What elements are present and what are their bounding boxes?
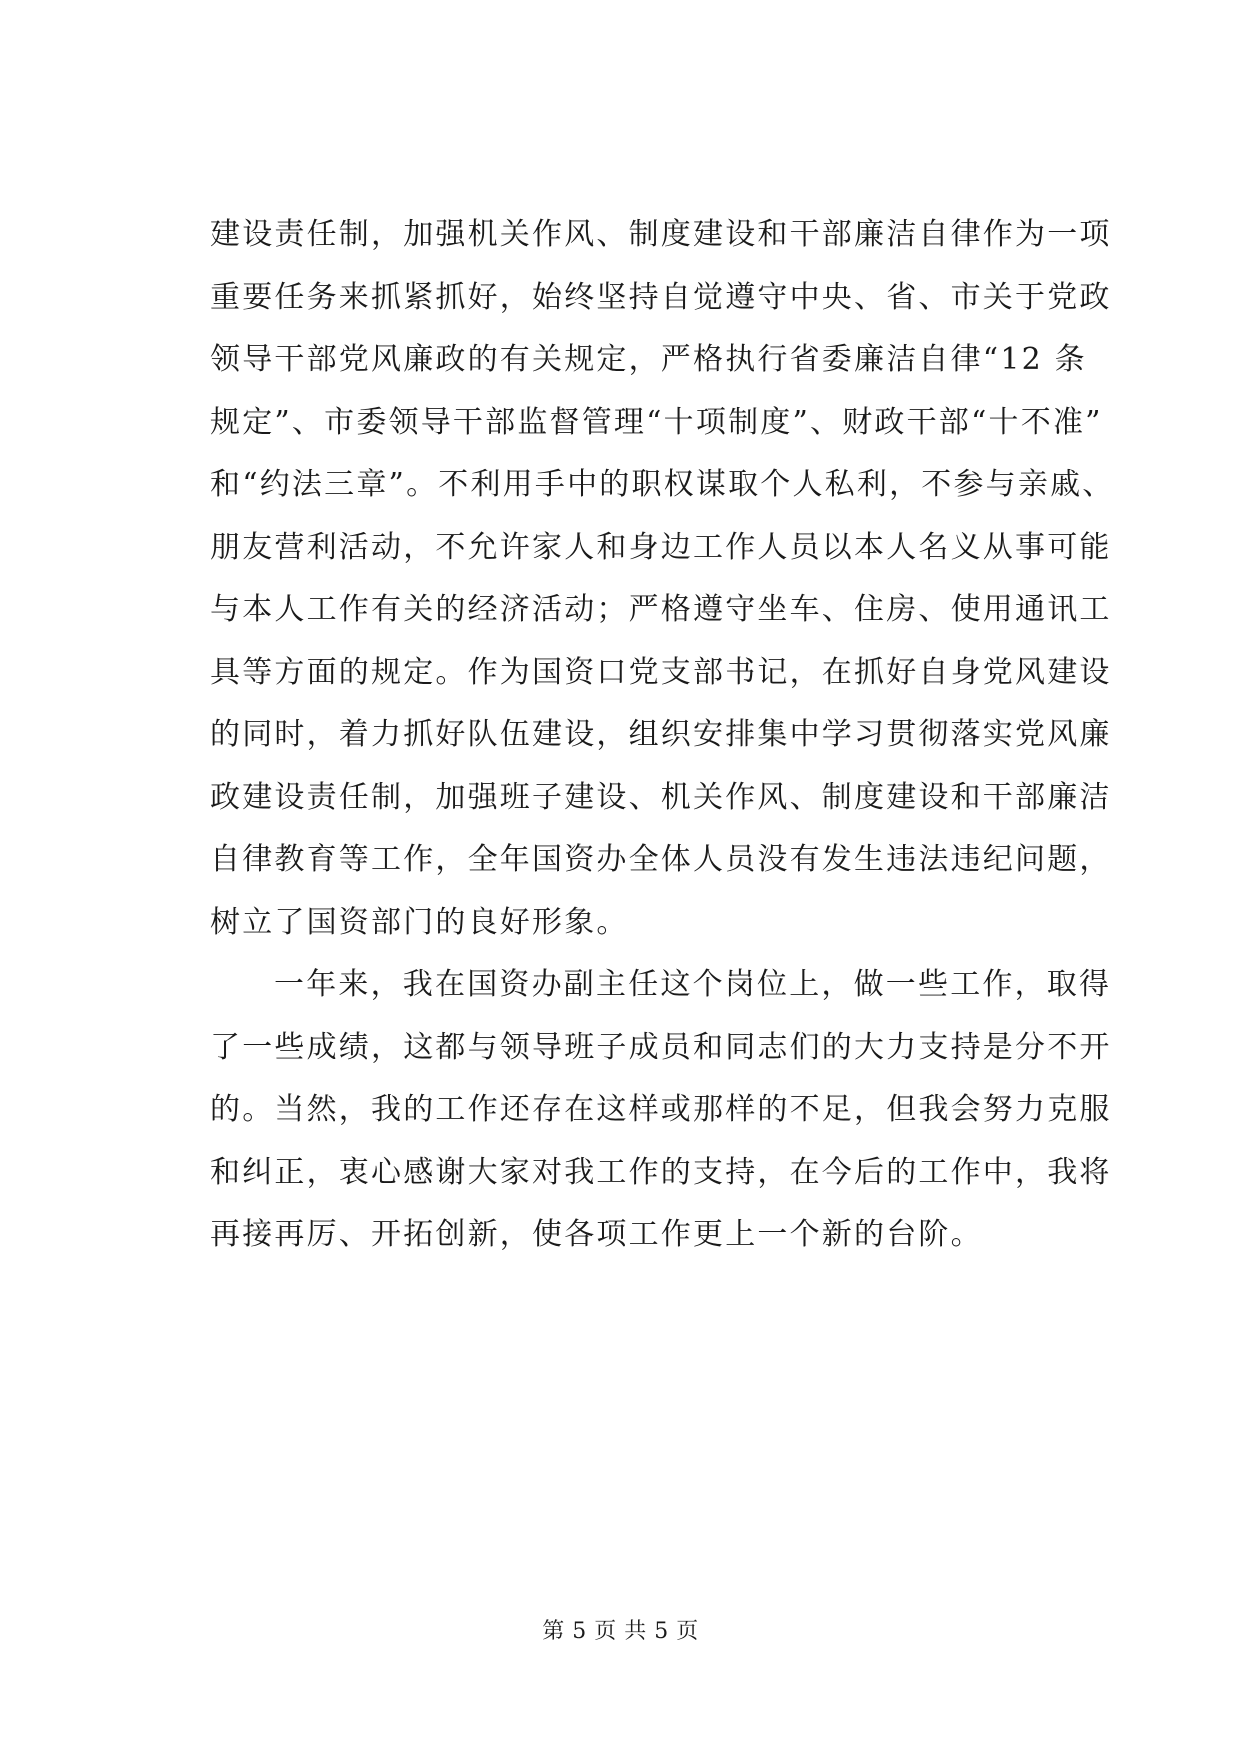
paragraph-2-line-2: 了一些成绩，这都与领导班子成员和同志们的大力支持是分不开 [210,1029,1112,1065]
paragraph-1-line-6: 朋友营利活动，不允许家人和身边工作人员以本人名义从事可能 [210,529,1112,565]
page-footer [0,1617,1241,1647]
paragraph-1-line-3: 领导干部党风廉政的有关规定，严格执行省委廉洁自律“12 条 [210,342,1087,377]
paragraph-1-line-2: 重要任务来抓紧抓好，始终坚持自觉遵守中央、省、市关于党政 [210,279,1112,315]
page-number: 第 5 页 共 5 页 [542,1619,699,1644]
paragraph-1-line-10: 政建设责任制，加强班子建设、机关作风、制度建设和干部廉洁 [210,779,1112,815]
paragraph-1-line-1: 建设责任制，加强机关作风、制度建设和干部廉洁自律作为一项 [210,217,1112,252]
paragraph-2-line-5: 再接再厉、开拓创新，使各项工作更上一个新的台阶。 [210,1217,983,1252]
paragraph-1-line-7: 与本人工作有关的经济活动；严格遵守坐车、住房、使用通讯工 [210,592,1112,627]
document-body [210,204,1115,1267]
paragraph-2-line-4: 和纠正，衷心感谢大家对我工作的支持，在今后的工作中，我将 [210,1154,1112,1190]
paragraph-1-line-8: 具等方面的规定。作为国资口党支部书记，在抓好自身党风建设 [210,654,1112,690]
paragraph-1-line-5: 和“约法三章”。不利用手中的职权谋取个人私利，不参与亲戚、 [210,467,1115,502]
paragraph-1-line-9: 的同时，着力抓好队伍建设，组织安排集中学习贯彻落实党风廉 [210,717,1112,752]
paragraph-2-line-3: 的。当然，我的工作还存在这样或那样的不足，但我会努力克服 [210,1092,1112,1127]
paragraph-2-line-1: 一年来，我在国资办副主任这个岗位上，做一些工作，取得 [274,967,1112,1002]
paragraph-1-line-11: 自律教育等工作，全年国资办全体人员没有发生违法违纪问题， [210,842,1112,877]
paragraph-1-line-4: 规定”、市委领导干部监督管理“十项制度”、财政干部“十不准” [210,404,1103,440]
paragraph-1-line-12: 树立了国资部门的良好形象。 [210,904,629,940]
